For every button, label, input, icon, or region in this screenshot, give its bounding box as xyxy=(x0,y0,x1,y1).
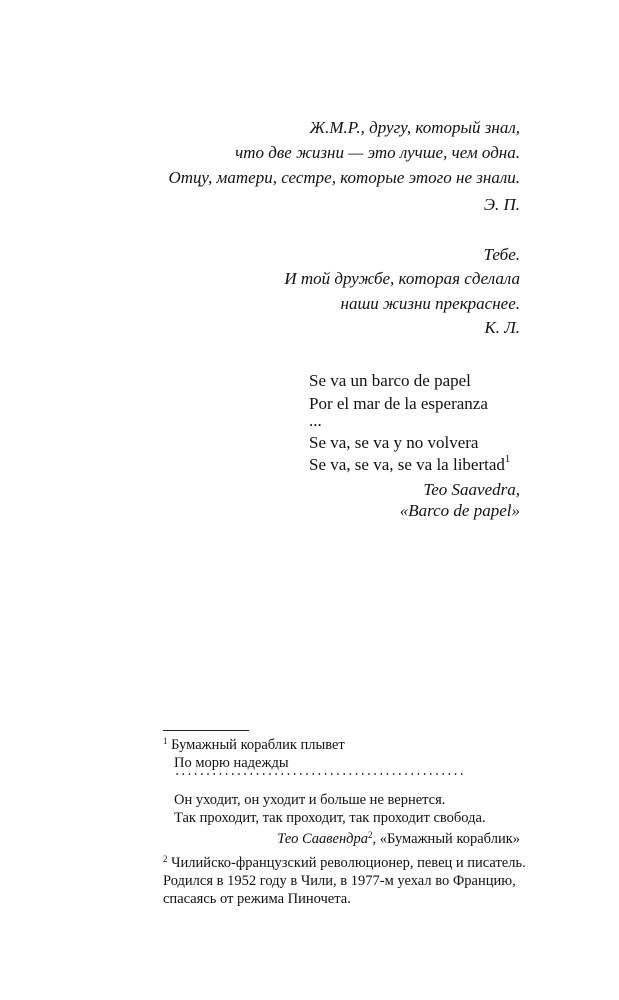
footnote-1-line-3: Он уходит, он уходит и больше не вернется. xyxy=(174,792,446,808)
dedication-1-signature: Э. П. xyxy=(483,195,520,214)
footnote-1-attribution xyxy=(277,832,520,847)
dedication-1-line-1: Ж.М.Р., другу, который знал, xyxy=(309,118,520,137)
epigraph-ellipsis: ... xyxy=(309,411,322,430)
epigraph-line-5-text: Se va, se va, se va la libertad xyxy=(309,455,505,474)
footnote-2-line-1 xyxy=(163,856,526,871)
footnote-1-attribution-title: , «Бумажный кораблик» xyxy=(372,831,520,847)
dedication-1-line-2: что две жизни — это лучше, чем одна. xyxy=(235,143,520,162)
dedication-2-line-2: И той дружбе, которая сделала xyxy=(284,269,520,288)
epigraph-attribution-title: «Barco de papel» xyxy=(399,501,520,520)
footnote-1-attribution-author: Тео Саавендра xyxy=(277,831,368,847)
epigraph-line-1: Se va un barco de papel xyxy=(309,371,471,390)
epigraph-attribution-author: Teo Saavedra, xyxy=(423,480,520,499)
footnote-2-line-2: Родился в 1952 году в Чили, в 1977-м уехал во Францию, xyxy=(163,873,516,889)
dedication-2-signature: К. Л. xyxy=(484,318,520,337)
epigraph-line-5 xyxy=(309,456,510,473)
epigraph-line-4: Se va, se va y no volvera xyxy=(309,433,479,452)
footnote-1-dotted-ellipsis xyxy=(174,773,466,775)
dedication-2-line-3: наши жизни прекраснее. xyxy=(340,294,520,313)
footnote-2-line-3: спасаясь от режима Пиночета. xyxy=(163,891,351,907)
footnote-1-mark: 1 xyxy=(163,736,168,746)
footnote-1-line-1-text: Бумажный кораблик плывет xyxy=(171,737,345,753)
footnote-1-line-2: По морю надежды xyxy=(174,755,289,771)
footnote-1-line-4: Так проходит, так проходит, так проходит свобода. xyxy=(174,810,486,826)
epigraph-line-2: Por el mar de la esperanza xyxy=(309,394,488,413)
footnote-ref-2: 2 xyxy=(368,830,373,840)
footnote-2-line-1-text: Чилийско-французский революционер, певец и писатель. xyxy=(171,855,526,871)
footnote-ref-1: 1 xyxy=(504,454,511,465)
dedication-2-line-1: Тебе. xyxy=(483,245,520,264)
footnote-2-mark: 2 xyxy=(163,854,168,864)
footnote-1-line-1 xyxy=(163,738,345,753)
dedication-1-line-3: Отцу, матери, сестре, которые этого не знали. xyxy=(168,168,520,187)
footnote-separator xyxy=(163,730,249,731)
